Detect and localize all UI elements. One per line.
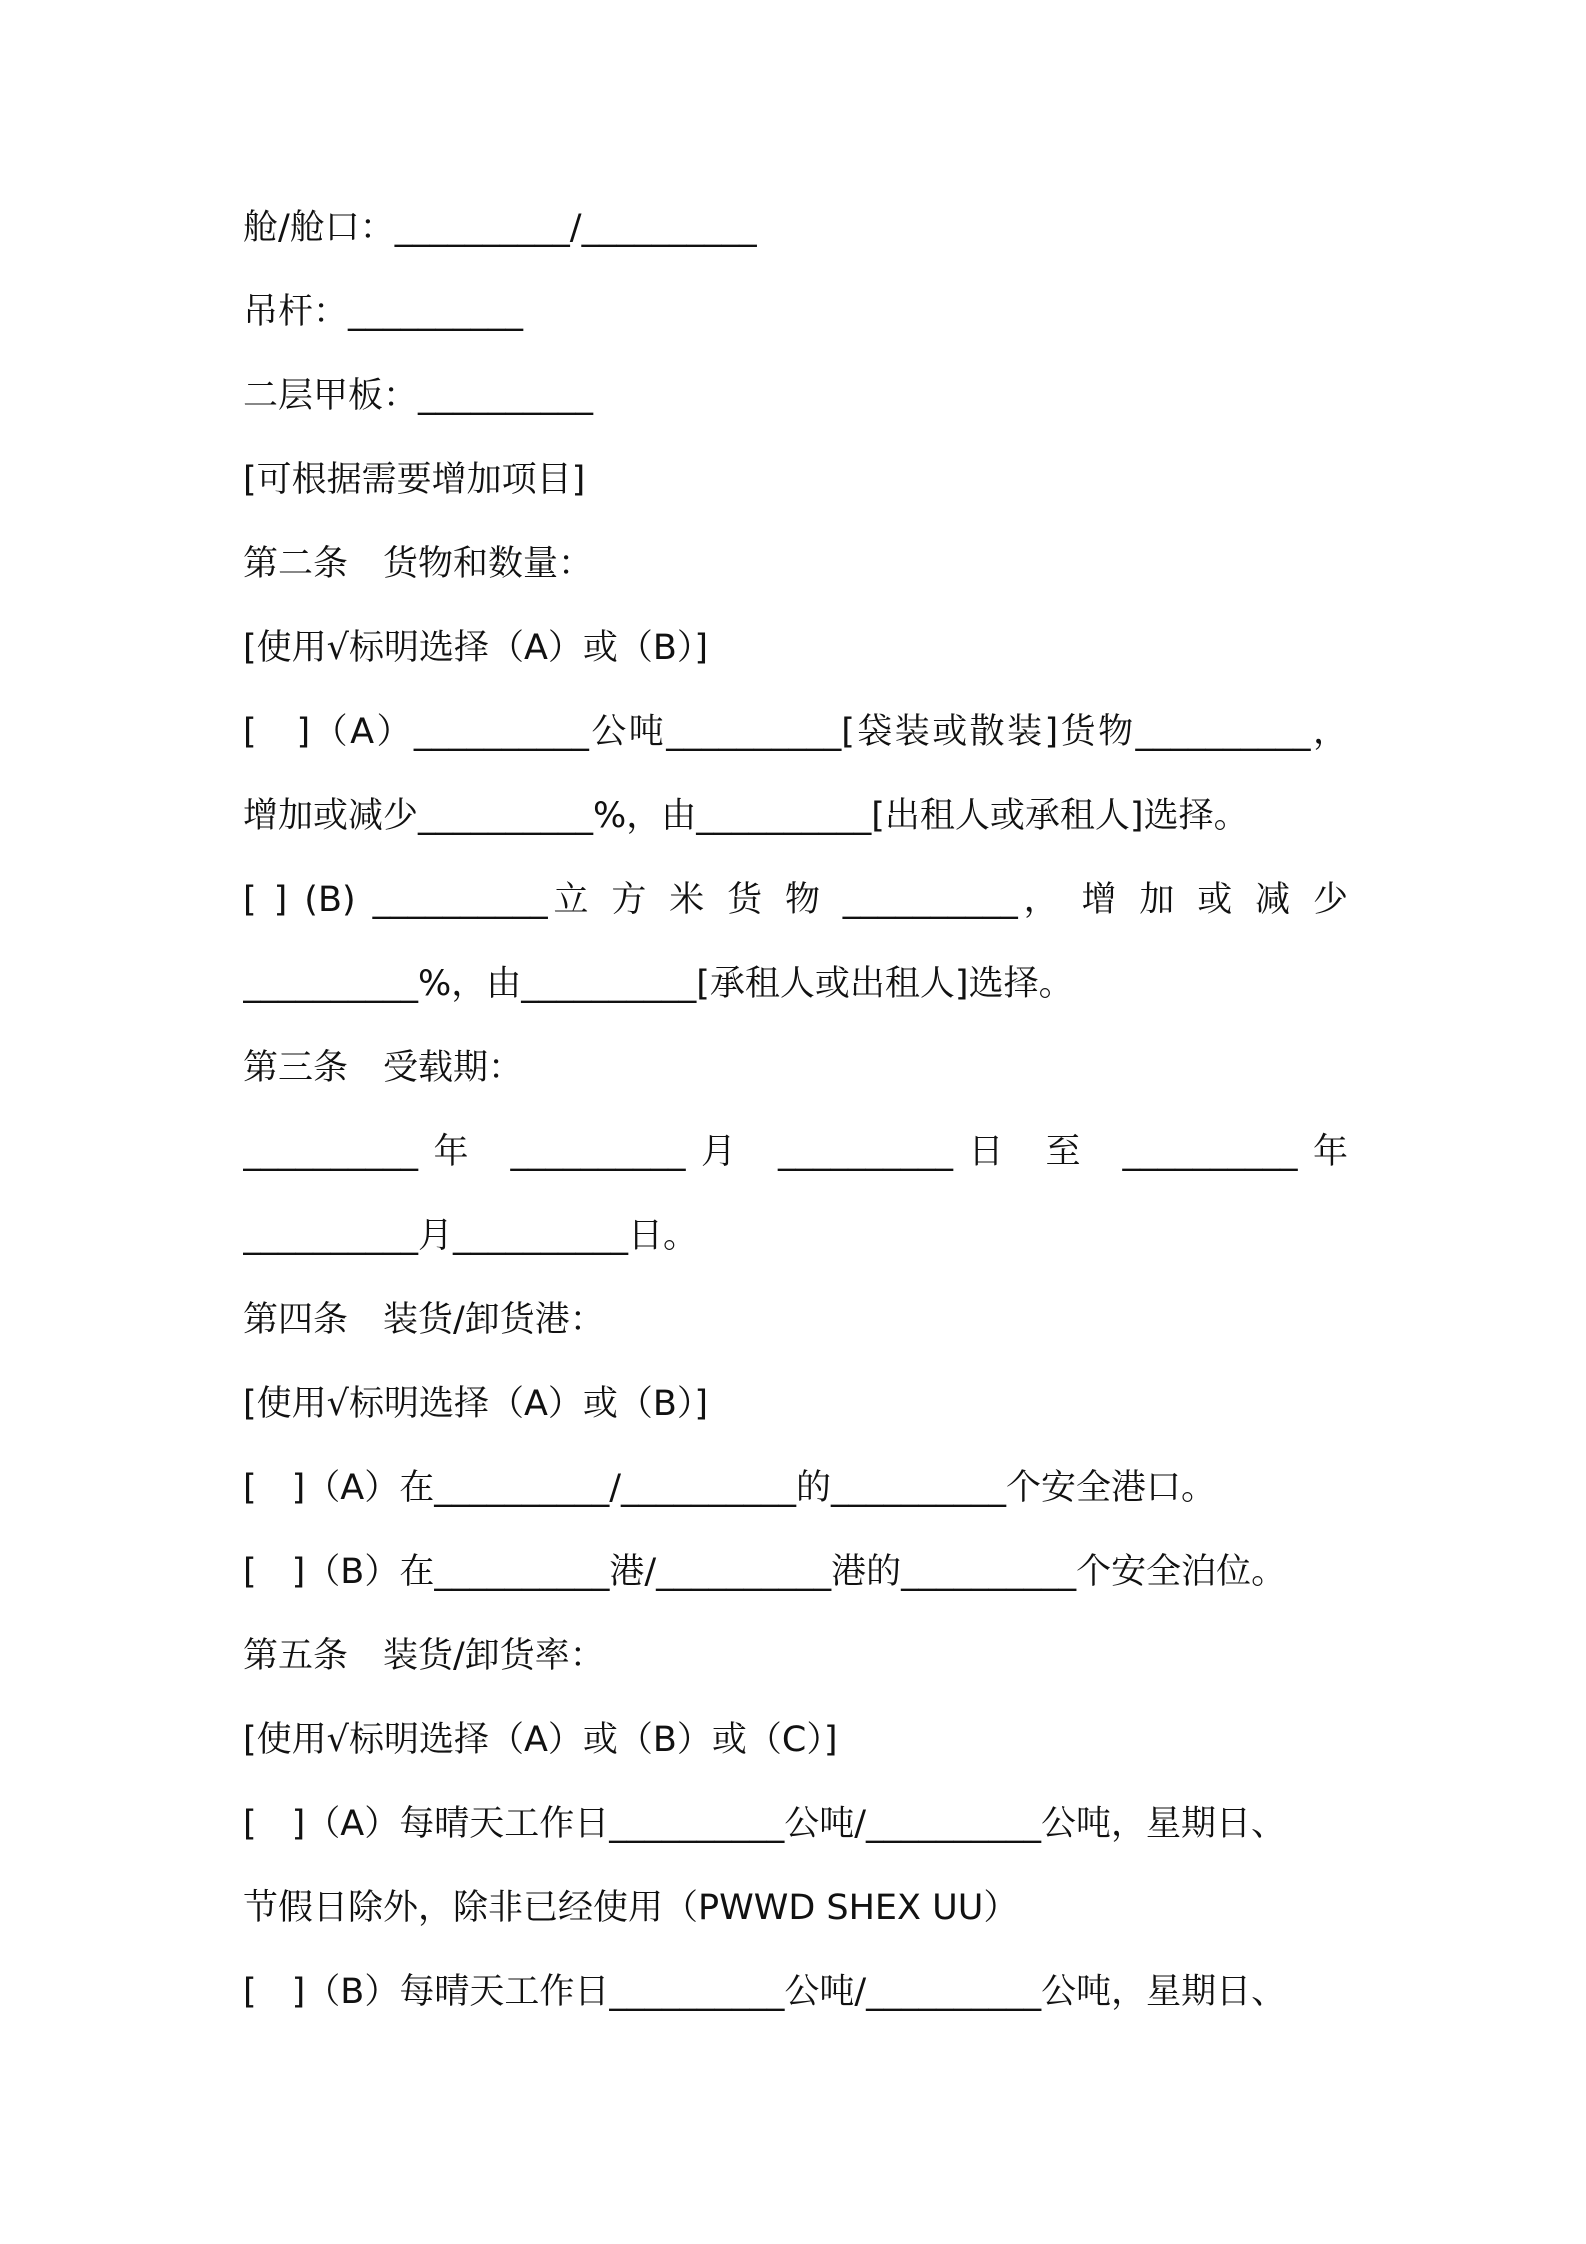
article-4-option-a: [ ]（A）在__________/__________的__________个安全港口。 <box>243 1468 1217 1508</box>
article-2-heading: 第二条 货物和数量： <box>243 544 594 584</box>
article-4-heading: 第四条 装货/卸货港： <box>243 1300 605 1340</box>
article-2-option-b-line1: [ ] (B) __________立 方 米 货 物 __________， 增 加 或 减 少 <box>243 880 1348 920</box>
article-5-option-b-line1: [ ]（B）每晴天工作日__________公吨/__________公吨，星期日、 <box>243 1972 1287 2012</box>
article-2-option-a-line2: 增加或减少__________%，由__________[出租人或承租人]选择。 <box>243 796 1249 836</box>
line-tween-deck: 二层甲板：__________ <box>243 376 594 416</box>
line-add-items-note: [可根据需要增加项目] <box>243 460 586 500</box>
article-3-heading: 第三条 受载期： <box>243 1048 524 1088</box>
article-5-option-a-line2: 节假日除外，除非已经使用（PWWD SHEX UU） <box>243 1888 1019 1928</box>
article-2-option-a-line1: [ ]（A）__________公吨__________[袋装或散装]货物__________， <box>243 712 1348 752</box>
line-derrick: 吊杆：__________ <box>243 292 524 332</box>
article-5-option-a-line1: [ ]（A）每晴天工作日__________公吨/__________公吨，星期日、 <box>243 1804 1287 1844</box>
article-3-dates-line1: __________年 __________月 __________日 至 __________年 <box>243 1132 1348 1172</box>
article-2-option-b-line2: __________%，由__________[承租人或出租人]选择。 <box>243 964 1074 1004</box>
line-hatch: 舱/舱口：__________/__________ <box>243 208 757 248</box>
article-2-instruction: [使用√标明选择（A）或（B）] <box>243 628 709 668</box>
article-4-instruction: [使用√标明选择（A）或（B）] <box>243 1384 709 1424</box>
article-5-heading: 第五条 装货/卸货率： <box>243 1636 605 1676</box>
article-3-dates-line2: __________月__________日。 <box>243 1216 699 1256</box>
article-5-instruction: [使用√标明选择（A）或（B）或（C）] <box>243 1720 838 1760</box>
article-4-option-b: [ ]（B）在__________港/__________港的__________个安全泊位。 <box>243 1552 1287 1592</box>
